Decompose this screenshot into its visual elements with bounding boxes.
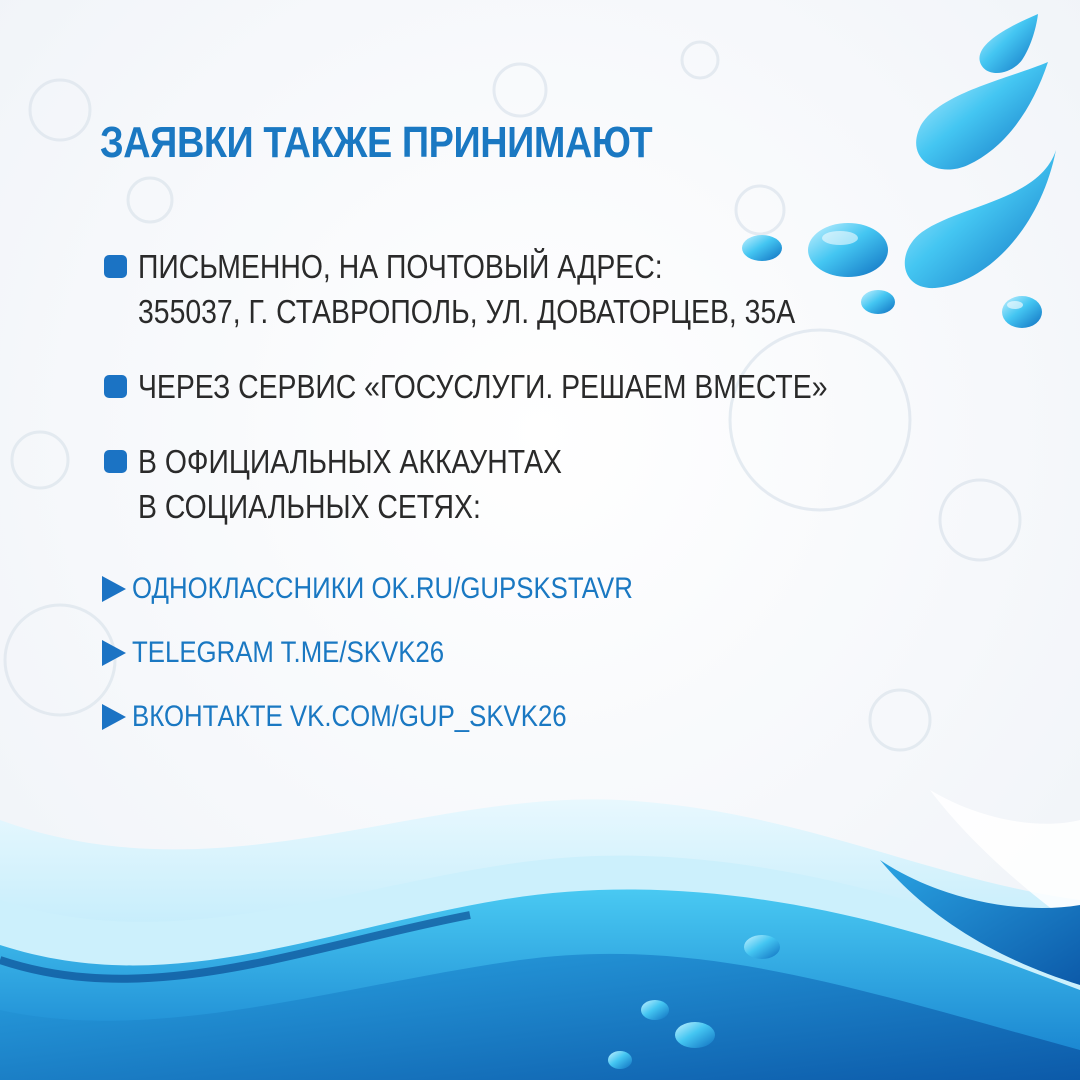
submission-methods-list [104, 244, 864, 559]
link-label: TELEGRAM T.ME/SKVK26 [132, 636, 445, 669]
square-bullet-icon [104, 375, 127, 398]
page-title: ЗАЯВКИ ТАКЖЕ ПРИНИМАЮТ [100, 118, 653, 167]
play-arrow-icon [102, 576, 126, 602]
link-label: ОДНОКЛАССНИКИ OK.RU/GUPSKSTAVR [132, 572, 633, 605]
link-telegram[interactable] [102, 634, 714, 672]
link-vkontakte[interactable] [102, 698, 714, 736]
play-arrow-icon [102, 704, 126, 730]
link-odnoklassniki[interactable] [102, 570, 714, 608]
link-label: ВКОНТАКТЕ VK.COM/GUP_SKVK26 [132, 700, 567, 733]
method-item-mail [104, 244, 864, 334]
social-links-list [102, 570, 714, 762]
square-bullet-icon [104, 255, 127, 278]
method-text: ЧЕРЕЗ СЕРВИС «ГОСУСЛУГИ. РЕШАЕМ ВМЕСТЕ» [138, 368, 828, 405]
method-item-gosuslugi [104, 364, 864, 409]
method-text: В ОФИЦИАЛЬНЫХ АККАУНТАХ В СОЦИАЛЬНЫХ СЕТЯХ: [138, 443, 562, 525]
method-text: ПИСЬМЕННО, НА ПОЧТОВЫЙ АДРЕС: 355037, Г. СТАВРОПОЛЬ, УЛ. ДОВАТОРЦЕВ, 35А [138, 248, 796, 330]
method-item-social [104, 439, 864, 529]
square-bullet-icon [104, 450, 127, 473]
play-arrow-icon [102, 640, 126, 666]
bottom-waves [0, 790, 1080, 1080]
